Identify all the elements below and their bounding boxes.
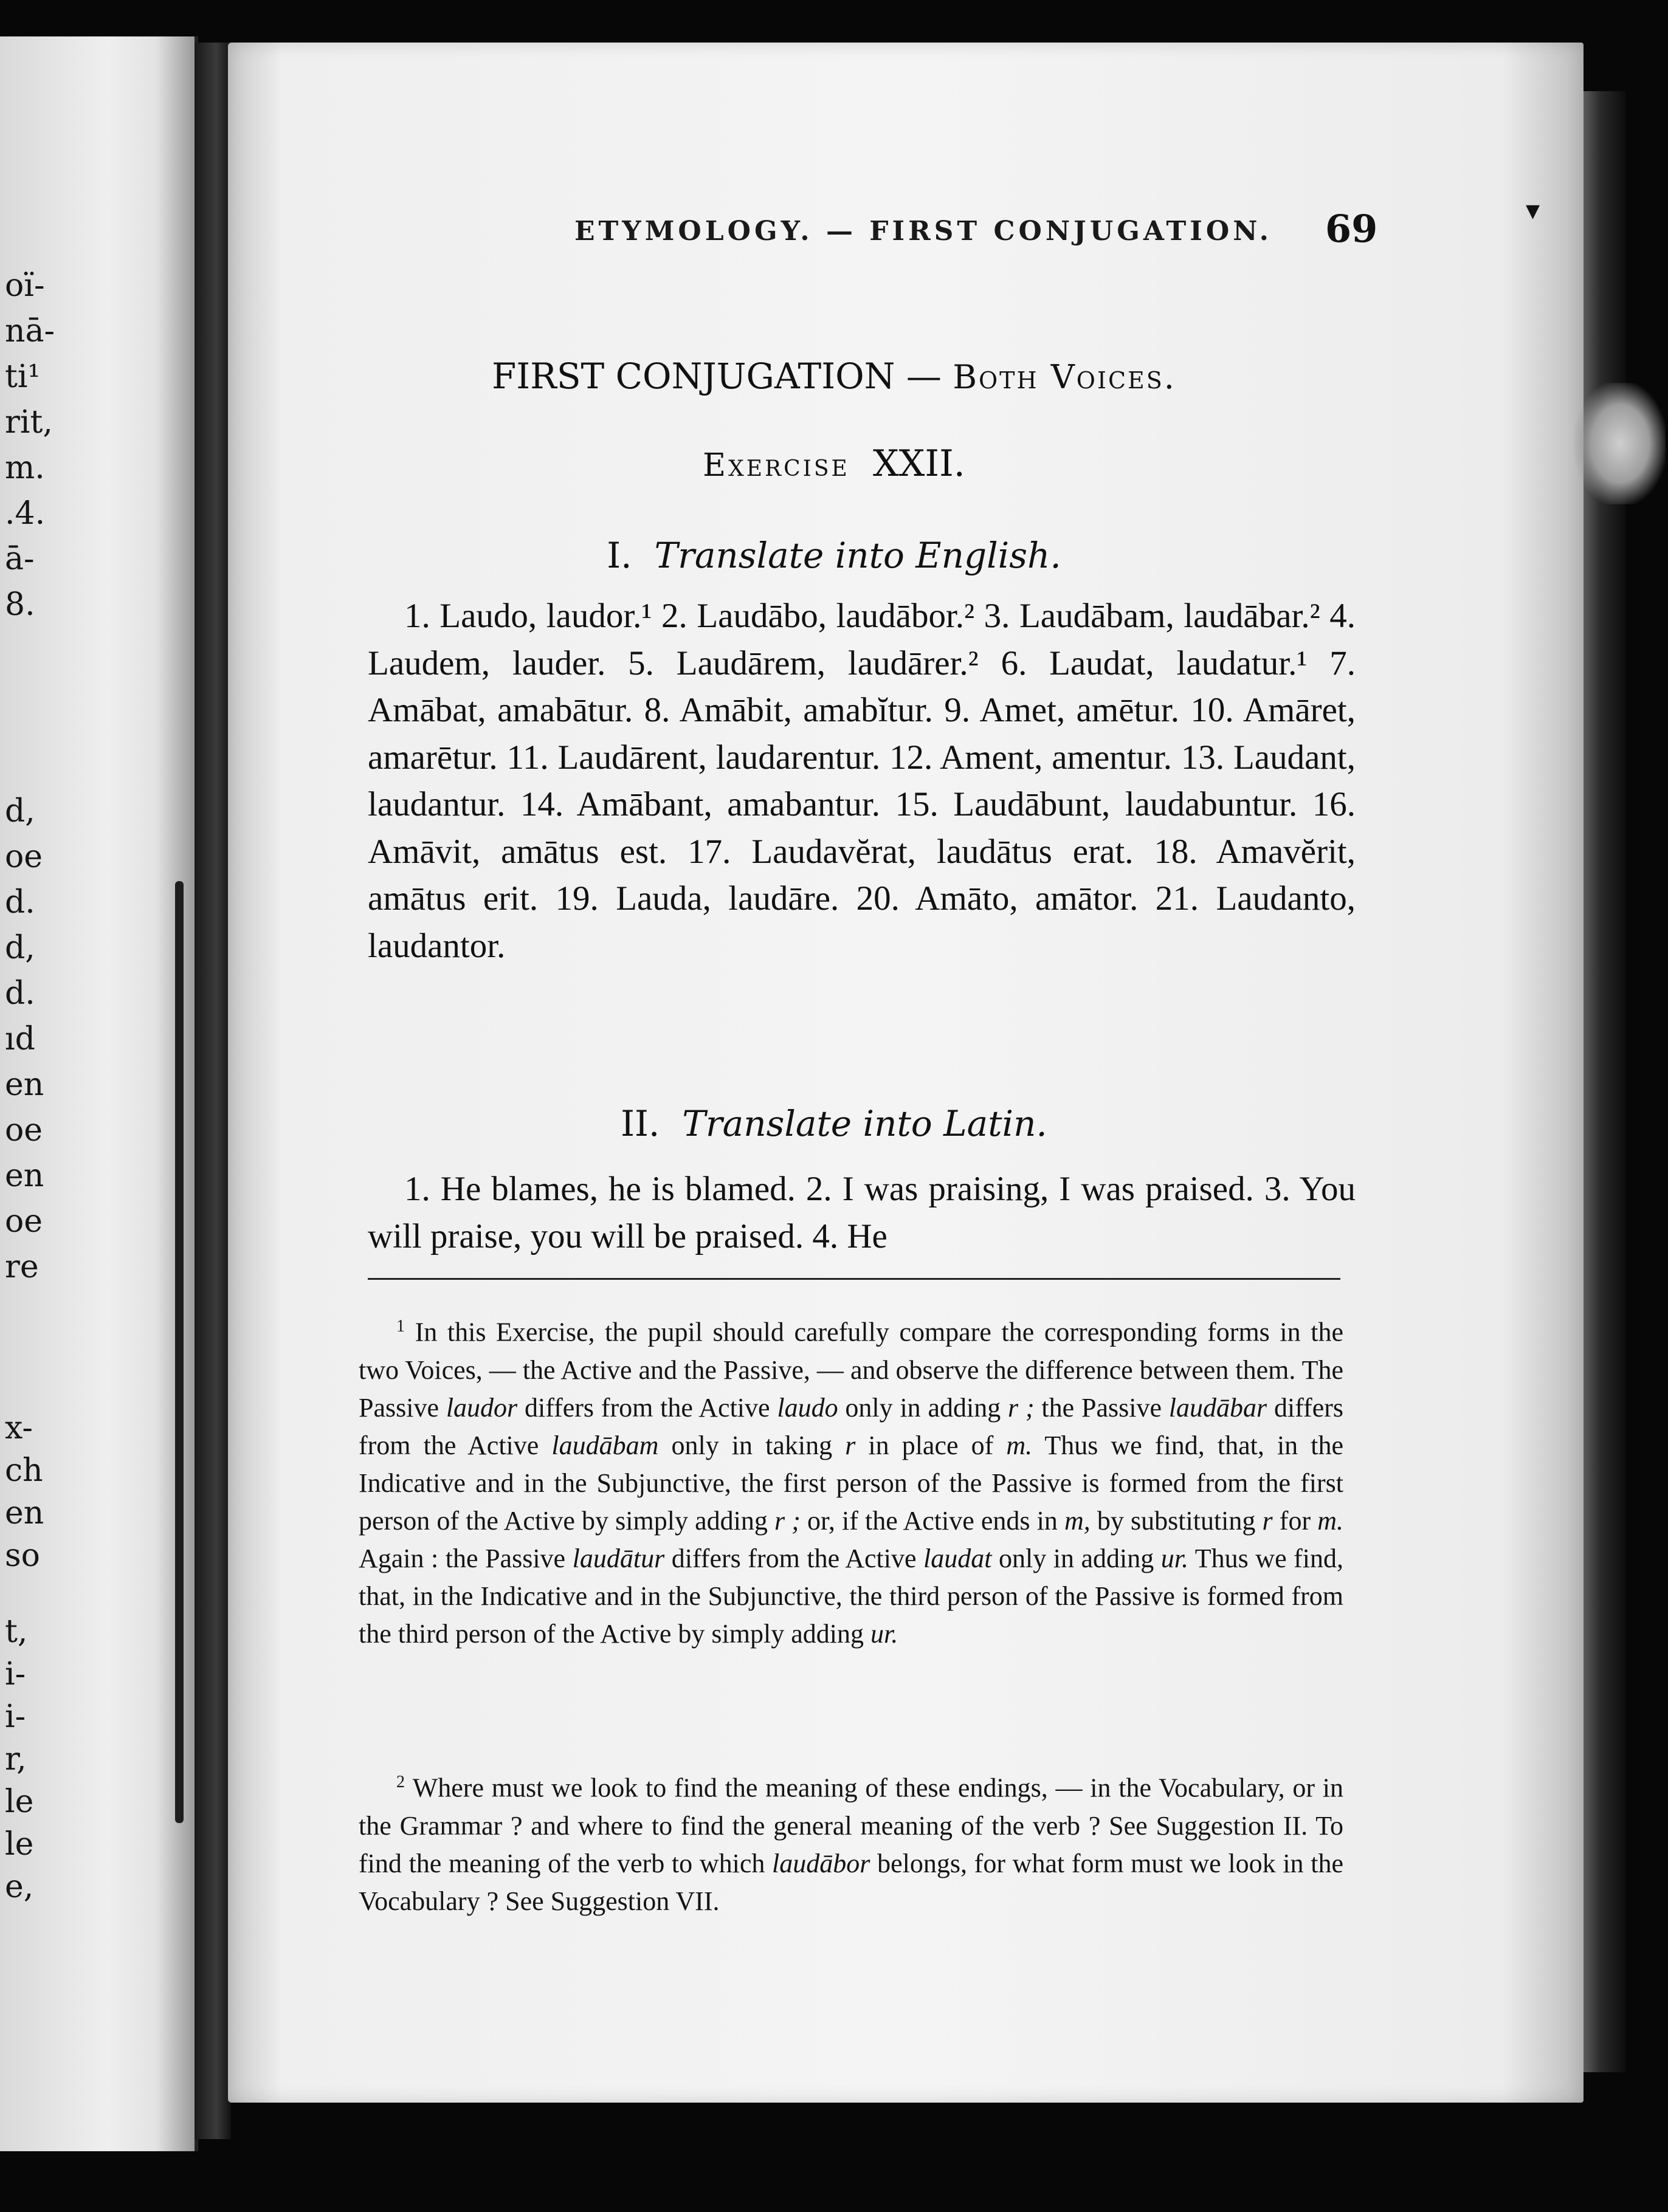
footnote-1-latin: m. [1006, 1430, 1033, 1460]
footnote-1-text: only in adding [838, 1392, 1008, 1423]
footnote-1-text: in place of [855, 1430, 1007, 1460]
footnote-1-latin: laudat [923, 1543, 992, 1573]
margin-fragment: ti¹ [5, 359, 41, 395]
chapter-title [0, 355, 1668, 397]
margin-fragment: e, [5, 1869, 34, 1905]
exercise-label: Exercise [703, 447, 850, 484]
footnote-2 [359, 1764, 1343, 1920]
margin-fragment: oe [5, 1203, 43, 1240]
footnote-1-text: only in taking [658, 1430, 846, 1460]
chapter-title-sub: Both Voices. [953, 358, 1176, 396]
section-2-numeral: II. [621, 1103, 660, 1144]
margin-fragment: d. [5, 975, 35, 1012]
margin-fragment: so [5, 1537, 40, 1574]
exercise-number: XXII. [872, 442, 965, 485]
margin-fragment: x- [5, 1410, 33, 1446]
margin-fragment: i- [5, 1656, 26, 1692]
margin-fragment: en [5, 1495, 44, 1531]
margin-fragment: t, [5, 1613, 28, 1650]
margin-fragment: en [5, 1066, 44, 1103]
footnote-1-text: only in adding [991, 1543, 1161, 1573]
footnote-1-latin: laudātur [572, 1543, 665, 1573]
footnote-1 [359, 1308, 1343, 1653]
exercise-2-text: 1. He blames, he is blamed. 2. I was praising, I was praised. 3. You will praise, you will be praised. 4. He [368, 1170, 1356, 1255]
footnote-1-text: Thus we find, that, in the Indicative and in the Subjunctive, the third person of the Passive is formed from the third person of the Active by simply adding [359, 1543, 1343, 1649]
margin-fragment: d, [5, 930, 35, 966]
margin-fragment: nā- [5, 313, 55, 349]
margin-fragment: r, [5, 1741, 27, 1777]
running-head: ETYMOLOGY. — FIRST CONJUGATION. [574, 216, 1272, 247]
footnote-1-latin: laudo [777, 1392, 838, 1423]
margin-fragment: d, [5, 793, 35, 829]
margin-fragment: re [5, 1249, 39, 1285]
footnote-2-text: belongs, for what form must we look in the Vocabulary ? See Suggestion VII. [359, 1848, 1343, 1916]
footnote-1-latin: r [845, 1430, 856, 1460]
section-heading-1 [0, 535, 1668, 576]
margin-fragment: ıd [5, 1021, 35, 1057]
footnote-1-latin: ur. [870, 1618, 898, 1649]
margin-fragment: m. [5, 450, 45, 486]
margin-fragment: en [5, 1158, 44, 1194]
margin-fragment: rit, [5, 404, 53, 441]
footnote-1-text: differs from the Active [517, 1392, 777, 1423]
footnote-1-text: by substituting [1090, 1505, 1263, 1536]
footnote-1-latin: laudābar [1168, 1392, 1267, 1423]
footnote-1-text: In this Exercise, the pupil should carefully compare the corresponding forms in the two Voices, — the Active and the Passive, — and observe the difference between them. The Passive [359, 1317, 1343, 1423]
footnote-1-latin: laudābam [551, 1430, 659, 1460]
margin-fragment: d. [5, 884, 35, 921]
section-1-heading: Translate into English. [654, 535, 1061, 576]
footnote-1-text: Again : the Passive [359, 1543, 573, 1573]
footnote-1-latin: m. [1317, 1505, 1344, 1536]
margin-fragment: .4. [5, 495, 46, 532]
section-1-numeral: I. [607, 535, 632, 576]
footnote-1-text: or, if the Active ends in [800, 1505, 1065, 1536]
footnote-1-marker: 1 [396, 1317, 405, 1336]
footnote-2-marker: 2 [396, 1773, 405, 1791]
margin-fragment: 8. [5, 586, 35, 623]
footnote-1-text: the Passive [1034, 1392, 1169, 1423]
margin-fragment: oï- [5, 267, 45, 304]
footnote-1-latin: laudor [446, 1392, 518, 1423]
margin-fragment: oe [5, 1112, 43, 1149]
margin-fragment: ch [5, 1452, 43, 1489]
exercise-1-text: 1. Laudo, laudor.¹ 2. Laudābo, laudābor.² 3. Laudābam, laudābar.² 4. Laudem, lauder. 5. Laudārem, laudārer.² 6. Laudat, laudatur.¹ 7. Amābat, amabātur. 8. Amābit, amabĭtur. 9. Amet, amētur. 10. Amāret, amarētur. 11. Laudārent, laudarentur. 12. Ament, amentur. 13. Laudant, laudantur. 14. Amābant, amabantur. 15. Laudābunt, laudabuntur. 16. Amāvit, amātus est. 17. Laudavĕrat, laudātus erat. 18. Amavĕrit, amātus erit. 19. Lauda, laudāre. 20. Amāto, amātor. 21. Laudanto, laudantor. [368, 597, 1356, 965]
footnote-2-text: Where must we look to find the meaning of these endings, — in the Vocabulary, or in the Grammar ? and where to find the general meaning of the verb ? See Suggestion II. To find the meaning of the verb to which [359, 1773, 1344, 1878]
exercise-heading [0, 442, 1668, 485]
footnote-1-text: differs from the Active [359, 1392, 1343, 1460]
chapter-title-main: FIRST CONJUGATION — [492, 355, 942, 397]
margin-fragment: oe [5, 839, 43, 875]
footnote-1-text: Thus we find, that, in the Indicative and in the Subjunctive, the first person of the Passive is formed from the first person of the Active by simply adding [359, 1430, 1344, 1536]
corner-mark-icon: ▼ [1526, 201, 1540, 222]
footnote-1-latin: r ; [1008, 1392, 1035, 1423]
footnote-1-latin: ur. [1160, 1543, 1189, 1573]
footnote-1-latin: r ; [774, 1505, 801, 1536]
margin-fragment: le [5, 1826, 34, 1863]
margin-fragment: ā- [5, 541, 35, 577]
footnote-2-latin: laudābor [772, 1848, 870, 1878]
footnote-1-text: for [1272, 1505, 1318, 1536]
section-2-heading: Translate into Latin. [682, 1103, 1047, 1144]
footnote-rule [368, 1278, 1340, 1280]
footnote-1-latin: m, [1064, 1505, 1091, 1536]
footnote-1-latin: r [1262, 1505, 1273, 1536]
margin-fragment: i- [5, 1698, 26, 1735]
page-number: 69 [1325, 207, 1378, 251]
footnote-1-text: differs from the Active [664, 1543, 924, 1573]
section-heading-2 [0, 1103, 1668, 1144]
margin-fragment: le [5, 1784, 34, 1820]
